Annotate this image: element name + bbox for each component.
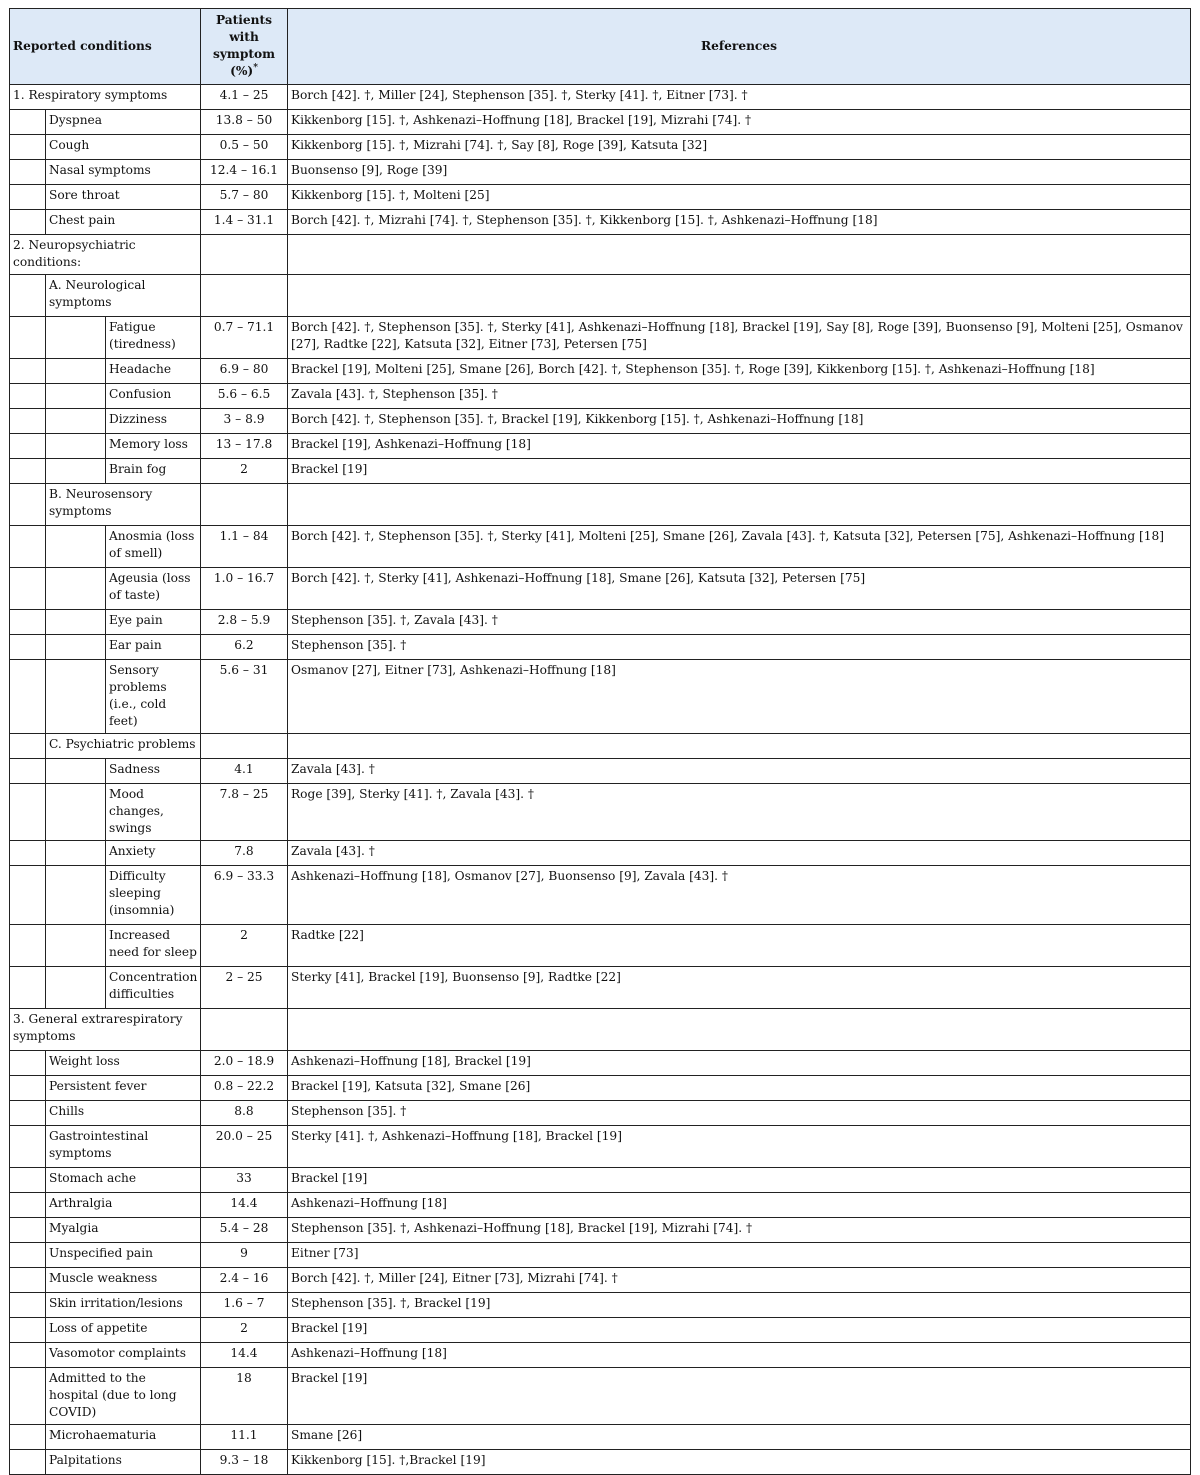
table-row [10, 1268, 1191, 1293]
indent-cell [10, 1168, 46, 1193]
condition-cell: B. Neurosensory symptoms [46, 484, 201, 526]
indent-cell [46, 925, 106, 967]
table-row [10, 160, 1191, 185]
references-cell: Roge [39], Sterky [41]. †, Zavala [43]. † [288, 784, 1191, 841]
references-cell [288, 734, 1191, 759]
indent-cell [10, 434, 46, 459]
percent-cell: 1.1 – 84 [201, 526, 288, 568]
table-row [10, 568, 1191, 610]
indent-cell [10, 1293, 46, 1318]
table-row [10, 967, 1191, 1009]
condition-cell: Dizziness [106, 409, 201, 434]
table-row [10, 1425, 1191, 1450]
percent-cell: 7.8 – 25 [201, 784, 288, 841]
percent-cell: 14.4 [201, 1343, 288, 1368]
percent-cell: 2 [201, 925, 288, 967]
table-row [10, 1293, 1191, 1318]
references-cell: Brackel [19] [288, 1318, 1191, 1343]
table-row [10, 660, 1191, 734]
percent-cell [201, 1009, 288, 1051]
indent-cell [10, 1051, 46, 1076]
references-cell: Buonsenso [9], Roge [39] [288, 160, 1191, 185]
indent-cell [10, 384, 46, 409]
table-row [10, 1101, 1191, 1126]
references-cell: Ashkenazi–Hoffnung [18] [288, 1193, 1191, 1218]
table-row [10, 1193, 1191, 1218]
indent-cell [10, 967, 46, 1009]
condition-cell: Sensory problems (i.e., cold feet) [106, 660, 201, 734]
percent-cell: 5.7 – 80 [201, 185, 288, 210]
indent-cell [10, 1193, 46, 1218]
table-row [10, 359, 1191, 384]
indent-cell [10, 1243, 46, 1268]
percent-cell: 2.0 – 18.9 [201, 1051, 288, 1076]
references-cell: Kikkenborg [15]. †, Mizrahi [74]. †, Say [8], Roge [39], Katsuta [32] [288, 135, 1191, 160]
indent-cell [46, 635, 106, 660]
references-cell: Borch [42]. †, Stephenson [35]. †, Sterky [41], Molteni [25], Smane [26], Zavala [43]. †, Katsuta [32], Petersen [75], Ashkenazi–Hoffnung [18] [288, 526, 1191, 568]
table-row [10, 610, 1191, 635]
percent-cell: 4.1 – 25 [201, 85, 288, 110]
indent-cell [10, 841, 46, 866]
references-cell: Borch [42]. †, Miller [24], Stephenson [35]. †, Sterky [41]. †, Eitner [73]. † [288, 85, 1191, 110]
condition-cell: Brain fog [106, 459, 201, 484]
condition-cell: Nasal symptoms [46, 160, 201, 185]
indent-cell [10, 866, 46, 925]
indent-cell [10, 568, 46, 610]
references-cell: Brackel [19], Molteni [25], Smane [26], Borch [42]. †, Stephenson [35]. †, Roge [39], Kikkenborg [15]. †, Ashkenazi–Hoffnung [18] [288, 359, 1191, 384]
references-cell: Stephenson [35]. †, Ashkenazi–Hoffnung [18], Brackel [19], Mizrahi [74]. † [288, 1218, 1191, 1243]
references-cell: Radtke [22] [288, 925, 1191, 967]
table-row [10, 1009, 1191, 1051]
references-cell: Zavala [43]. † [288, 841, 1191, 866]
table-header-row [10, 9, 1191, 85]
condition-cell: Myalgia [46, 1218, 201, 1243]
condition-cell: Confusion [106, 384, 201, 409]
indent-cell [46, 610, 106, 635]
references-cell: Brackel [19], Katsuta [32], Smane [26] [288, 1076, 1191, 1101]
condition-cell: Microhaematuria [46, 1425, 201, 1450]
indent-cell [46, 784, 106, 841]
indent-cell [10, 459, 46, 484]
condition-cell: Sadness [106, 759, 201, 784]
condition-cell: Cough [46, 135, 201, 160]
percent-cell: 2.4 – 16 [201, 1268, 288, 1293]
references-cell: Ashkenazi–Hoffnung [18], Osmanov [27], Buonsenso [9], Zavala [43]. † [288, 866, 1191, 925]
condition-cell: Palpitations [46, 1450, 201, 1475]
percent-cell [201, 734, 288, 759]
table-body [10, 85, 1191, 1475]
references-cell: Ashkenazi–Hoffnung [18] [288, 1343, 1191, 1368]
table-row [10, 210, 1191, 235]
condition-cell: Unspecified pain [46, 1243, 201, 1268]
indent-cell [10, 1368, 46, 1425]
indent-cell [10, 759, 46, 784]
condition-cell: Persistent fever [46, 1076, 201, 1101]
condition-cell: Memory loss [106, 434, 201, 459]
indent-cell [10, 526, 46, 568]
condition-cell: Sore throat [46, 185, 201, 210]
references-cell: Stephenson [35]. †, Brackel [19] [288, 1293, 1191, 1318]
condition-cell: Muscle weakness [46, 1268, 201, 1293]
percent-cell: 5.6 – 31 [201, 660, 288, 734]
percent-cell: 18 [201, 1368, 288, 1425]
indent-cell [46, 384, 106, 409]
table-row [10, 235, 1191, 275]
references-cell: Kikkenborg [15]. †,Brackel [19] [288, 1450, 1191, 1475]
indent-cell [10, 1425, 46, 1450]
references-cell: Zavala [43]. †, Stephenson [35]. † [288, 384, 1191, 409]
references-cell: Brackel [19] [288, 459, 1191, 484]
condition-cell: Weight loss [46, 1051, 201, 1076]
indent-cell [10, 1318, 46, 1343]
condition-cell: Gastrointestinal symptoms [46, 1126, 201, 1168]
table-row [10, 484, 1191, 526]
condition-cell: Ageusia (loss of taste) [106, 568, 201, 610]
table-row [10, 1218, 1191, 1243]
indent-cell [46, 317, 106, 359]
percent-cell [201, 275, 288, 317]
percent-cell: 2.8 – 5.9 [201, 610, 288, 635]
percent-cell: 1.4 – 31.1 [201, 210, 288, 235]
references-cell: Brackel [19] [288, 1368, 1191, 1425]
indent-cell [46, 967, 106, 1009]
indent-cell [10, 160, 46, 185]
condition-cell: Increased need for sleep [106, 925, 201, 967]
condition-cell: Eye pain [106, 610, 201, 635]
percent-cell: 0.5 – 50 [201, 135, 288, 160]
header-patients-line3: symptom [212, 47, 275, 61]
references-cell: Borch [42]. †, Mizrahi [74]. †, Stephenson [35]. †, Kikkenborg [15]. †, Ashkenazi–Hoffnung [18] [288, 210, 1191, 235]
table-row [10, 1076, 1191, 1101]
table-row [10, 1168, 1191, 1193]
header-references: References [288, 9, 1191, 85]
indent-cell [46, 409, 106, 434]
indent-cell [10, 275, 46, 317]
condition-cell: Anxiety [106, 841, 201, 866]
table-row [10, 110, 1191, 135]
indent-cell [10, 734, 46, 759]
percent-cell: 14.4 [201, 1193, 288, 1218]
condition-cell: 2. Neuropsychiatric conditions: [10, 235, 201, 275]
references-cell: Kikkenborg [15]. †, Molteni [25] [288, 185, 1191, 210]
percent-cell: 5.4 – 28 [201, 1218, 288, 1243]
table-row [10, 459, 1191, 484]
indent-cell [10, 185, 46, 210]
indent-cell [10, 210, 46, 235]
table-row [10, 1243, 1191, 1268]
condition-cell: Mood changes, swings [106, 784, 201, 841]
indent-cell [10, 484, 46, 526]
table-row [10, 434, 1191, 459]
header-reported-conditions: Reported conditions [10, 9, 201, 85]
header-patients-line4: (%) [230, 64, 254, 78]
condition-cell: Skin irritation/lesions [46, 1293, 201, 1318]
table-row [10, 1318, 1191, 1343]
references-cell: Stephenson [35]. † [288, 635, 1191, 660]
indent-cell [10, 1268, 46, 1293]
condition-cell: Anosmia (loss of smell) [106, 526, 201, 568]
table-row [10, 841, 1191, 866]
header-patients-line2: with [229, 30, 259, 44]
table-row [10, 1450, 1191, 1475]
condition-cell: Arthralgia [46, 1193, 201, 1218]
condition-cell: Chest pain [46, 210, 201, 235]
indent-cell [10, 359, 46, 384]
indent-cell [10, 635, 46, 660]
table-row [10, 1343, 1191, 1368]
table-row [10, 275, 1191, 317]
indent-cell [10, 925, 46, 967]
percent-cell: 7.8 [201, 841, 288, 866]
references-cell: Zavala [43]. † [288, 759, 1191, 784]
indent-cell [10, 317, 46, 359]
indent-cell [10, 1101, 46, 1126]
indent-cell [46, 459, 106, 484]
references-cell: Brackel [19], Ashkenazi–Hoffnung [18] [288, 434, 1191, 459]
percent-cell: 2 [201, 1318, 288, 1343]
references-cell: Borch [42]. †, Sterky [41], Ashkenazi–Hoffnung [18], Smane [26], Katsuta [32], Petersen [75] [288, 568, 1191, 610]
references-cell [288, 484, 1191, 526]
condition-cell: 1. Respiratory symptoms [10, 85, 201, 110]
condition-cell: Fatigue (tiredness) [106, 317, 201, 359]
table-row [10, 635, 1191, 660]
table-row [10, 734, 1191, 759]
condition-cell: Difficulty sleeping (insomnia) [106, 866, 201, 925]
indent-cell [10, 1218, 46, 1243]
condition-cell: A. Neurological symptoms [46, 275, 201, 317]
percent-cell: 9.3 – 18 [201, 1450, 288, 1475]
indent-cell [46, 841, 106, 866]
indent-cell [10, 610, 46, 635]
table-row [10, 759, 1191, 784]
condition-cell: Vasomotor complaints [46, 1343, 201, 1368]
references-cell: Ashkenazi–Hoffnung [18], Brackel [19] [288, 1051, 1191, 1076]
percent-cell [201, 235, 288, 275]
percent-cell: 6.9 – 80 [201, 359, 288, 384]
references-cell: Borch [42]. †, Miller [24], Eitner [73], Mizrahi [74]. † [288, 1268, 1191, 1293]
references-cell: Stephenson [35]. † [288, 1101, 1191, 1126]
indent-cell [10, 784, 46, 841]
table-row [10, 185, 1191, 210]
percent-cell: 2 [201, 459, 288, 484]
percent-cell: 6.2 [201, 635, 288, 660]
percent-cell: 33 [201, 1168, 288, 1193]
references-cell: Brackel [19] [288, 1168, 1191, 1193]
references-cell: Stephenson [35]. †, Zavala [43]. † [288, 610, 1191, 635]
indent-cell [10, 1076, 46, 1101]
condition-cell: Loss of appetite [46, 1318, 201, 1343]
references-cell [288, 235, 1191, 275]
indent-cell [10, 1126, 46, 1168]
percent-cell: 1.6 – 7 [201, 1293, 288, 1318]
percent-cell: 8.8 [201, 1101, 288, 1126]
indent-cell [10, 110, 46, 135]
percent-cell: 20.0 – 25 [201, 1126, 288, 1168]
indent-cell [46, 660, 106, 734]
indent-cell [46, 359, 106, 384]
header-patients-with-symptom [201, 9, 288, 85]
condition-cell: 3. General extrarespiratory symptoms [10, 1009, 201, 1051]
references-cell: Smane [26] [288, 1425, 1191, 1450]
table-row [10, 85, 1191, 110]
table-row [10, 1126, 1191, 1168]
table-row [10, 526, 1191, 568]
table-row [10, 135, 1191, 160]
percent-cell: 3 – 8.9 [201, 409, 288, 434]
percent-cell: 12.4 – 16.1 [201, 160, 288, 185]
table-row [10, 317, 1191, 359]
percent-cell [201, 484, 288, 526]
condition-cell: Stomach ache [46, 1168, 201, 1193]
table-row [10, 1368, 1191, 1425]
references-cell: Osmanov [27], Eitner [73], Ashkenazi–Hoffnung [18] [288, 660, 1191, 734]
indent-cell [46, 759, 106, 784]
condition-cell: Admitted to the hospital (due to long COVID) [46, 1368, 201, 1425]
percent-cell: 1.0 – 16.7 [201, 568, 288, 610]
percent-cell: 2 – 25 [201, 967, 288, 1009]
references-cell [288, 275, 1191, 317]
table-row [10, 925, 1191, 967]
percent-cell: 6.9 – 33.3 [201, 866, 288, 925]
references-cell: Kikkenborg [15]. †, Ashkenazi–Hoffnung [18], Brackel [19], Mizrahi [74]. † [288, 110, 1191, 135]
references-cell: Sterky [41]. †, Ashkenazi–Hoffnung [18], Brackel [19] [288, 1126, 1191, 1168]
table-row [10, 384, 1191, 409]
references-cell: Borch [42]. †, Stephenson [35]. †, Brackel [19], Kikkenborg [15]. †, Ashkenazi–Hoffnung [18] [288, 409, 1191, 434]
header-patients-line1: Patients [215, 13, 273, 27]
percent-cell: 13.8 – 50 [201, 110, 288, 135]
percent-cell: 0.7 – 71.1 [201, 317, 288, 359]
references-cell: Eitner [73] [288, 1243, 1191, 1268]
table-row [10, 866, 1191, 925]
references-cell [288, 1009, 1191, 1051]
percent-cell: 11.1 [201, 1425, 288, 1450]
indent-cell [10, 135, 46, 160]
indent-cell [46, 866, 106, 925]
percent-cell: 0.8 – 22.2 [201, 1076, 288, 1101]
table-row [10, 409, 1191, 434]
indent-cell [10, 1450, 46, 1475]
header-asterisk: * [253, 62, 258, 73]
condition-cell: Ear pain [106, 635, 201, 660]
percent-cell: 13 – 17.8 [201, 434, 288, 459]
indent-cell [46, 526, 106, 568]
indent-cell [46, 434, 106, 459]
condition-cell: Dyspnea [46, 110, 201, 135]
indent-cell [10, 660, 46, 734]
condition-cell: C. Psychiatric problems [46, 734, 201, 759]
condition-cell: Concentration difficulties [106, 967, 201, 1009]
references-cell: Sterky [41], Brackel [19], Buonsenso [9], Radtke [22] [288, 967, 1191, 1009]
references-cell: Borch [42]. †, Stephenson [35]. †, Sterky [41], Ashkenazi–Hoffnung [18], Brackel [19], Say [8], Roge [39], Buonsenso [9], Molteni [25], Osmanov [27], Radtke [22], Katsuta [32], Eitner [73], Petersen [75] [288, 317, 1191, 359]
percent-cell: 9 [201, 1243, 288, 1268]
indent-cell [10, 409, 46, 434]
condition-cell: Chills [46, 1101, 201, 1126]
condition-cell: Headache [106, 359, 201, 384]
percent-cell: 4.1 [201, 759, 288, 784]
conditions-table [9, 8, 1191, 1475]
table-row [10, 1051, 1191, 1076]
indent-cell [10, 1343, 46, 1368]
percent-cell: 5.6 – 6.5 [201, 384, 288, 409]
table-row [10, 784, 1191, 841]
indent-cell [46, 568, 106, 610]
